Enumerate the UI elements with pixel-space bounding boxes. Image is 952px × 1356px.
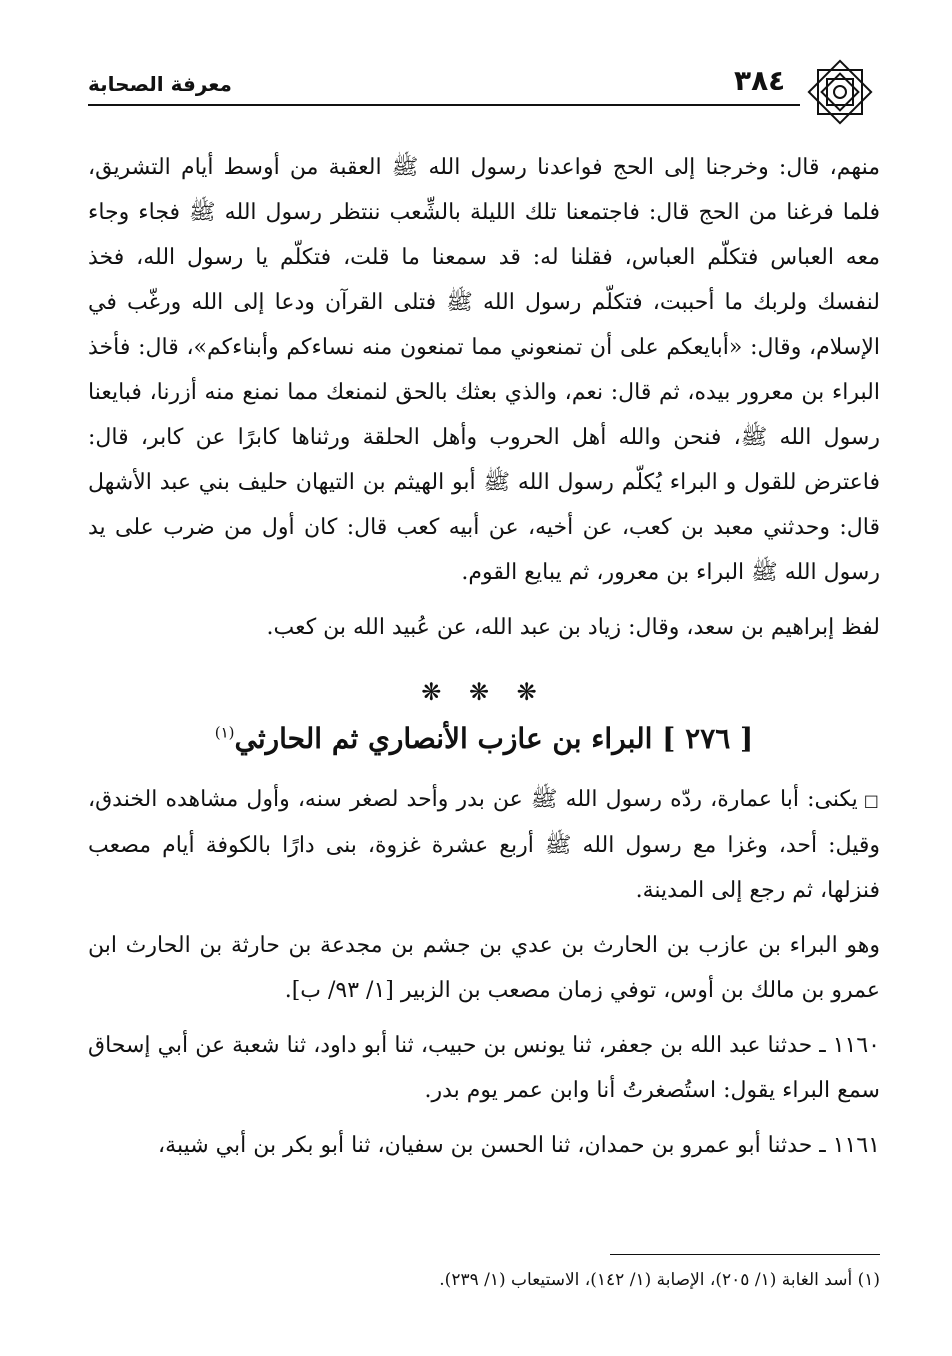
footnote-rule — [610, 1254, 880, 1255]
hadith-paragraph: ١١٦١ ـ حدثنا أبو عمرو بن حمدان، ثنا الحسن بن سفيان، ثنا أبو بكر بن أبي شيبة، — [158, 1133, 880, 1158]
book-title: معرفة الصحابة — [88, 72, 232, 96]
hadith-paragraph: ١١٦٠ ـ حدثنا عبد الله بن جعفر، ثنا يونس بن حبيب، ثنا أبو داود، ثنا شعبة عن أبي إسحاق سمع البراء يقول: استُصغرتُ أنا وابن عمر يوم بدر. — [88, 1033, 880, 1103]
section-separator: ❋ ❋ ❋ — [421, 678, 547, 706]
ornament-icon — [800, 52, 880, 132]
paragraph: لفظ إبراهيم بن سعد، وقال: زياد بن عبد الله، عن عُبيد الله بن كعب. — [266, 615, 880, 640]
footnote: (١) أسد الغابة (١/ ٢٠٥)، الإصابة (١/ ١٤٢)، الاستيعاب (١/ ٢٣٩). — [439, 1270, 880, 1290]
page-number: ٣٨٤ — [734, 64, 786, 97]
paragraph: منهم، قال: وخرجنا إلى الحج فواعدنا رسول الله ﷺ العقبة من أوسط أيام التشريق، فلما فرغنا من الحج قال: فاجتمعنا تلك الليلة بالشِّعب ننتظر رسول الله ﷺ فجاء وجاء معه العباس فتكلّم العباس، فقلنا له: قد سمعنا ما قلت، فتكلّم يا رسول الله، فخذ لنفسك ولربك ما أحببت، فتكلّم رسول الله ﷺ فتلى القرآن ودعا إلى الله ورغّب في الإسلام، وقال: «أبايعكم على أن تمنعوني مما تمنعون منه نساءكم وأبناءكم»، قال: فأخذ البراء بن معرور بيده، ثم قال: نعم، والذي بعثك بالحق لنمنعك مما نمنع منه أزرنا، فبايعنا رسول الله ﷺ، فنحن والله أهل الحروب وأهل الحلقة ورثناها كابرًا عن كابر، قال: فاعترض للقول و البراء يُكلّم رسول الله ﷺ أبو الهيثم بن التيهان حليف بني عبد الأشهل قال: وحدثني معبد بن كعب، عن أخيه، عن أبيه كعب قال: كان أول من ضرب على يد رسول الله ﷺ البراء بن معرور، ثم يبايع القوم. — [88, 155, 880, 585]
footnote-ref: (١) — [214, 723, 235, 742]
section-heading — [88, 722, 880, 755]
bullet-mark: □ — [863, 791, 880, 810]
main-text — [88, 145, 880, 1168]
header-rule — [88, 104, 800, 106]
page-header — [88, 52, 880, 102]
section-heading-text: [ ٢٧٦ ] البراء بن عازب الأنصاري ثم الحارثي — [234, 722, 754, 755]
paragraph-text: يكنى: أبا عمارة، ردّه رسول الله ﷺ عن بدر وأحد لصغر سنه، وأول مشاهده الخندق، وقيل: أحد، وغزا مع رسول الله ﷺ أربع عشرة غزوة، بنى دارًا بالكوفة أيام مصعب فنزلها، ثم رجع إلى المدينة. — [88, 787, 880, 903]
paragraph: وهو البراء بن عازب بن الحارث بن عدي بن جشم بن مجدعة بن حارثة بن الحارث ابن عمرو بن مالك بن أوس، توفي زمان مصعب بن الزبير [١/ ٩٣/ ب]. — [88, 933, 880, 1003]
paragraph — [88, 777, 880, 913]
